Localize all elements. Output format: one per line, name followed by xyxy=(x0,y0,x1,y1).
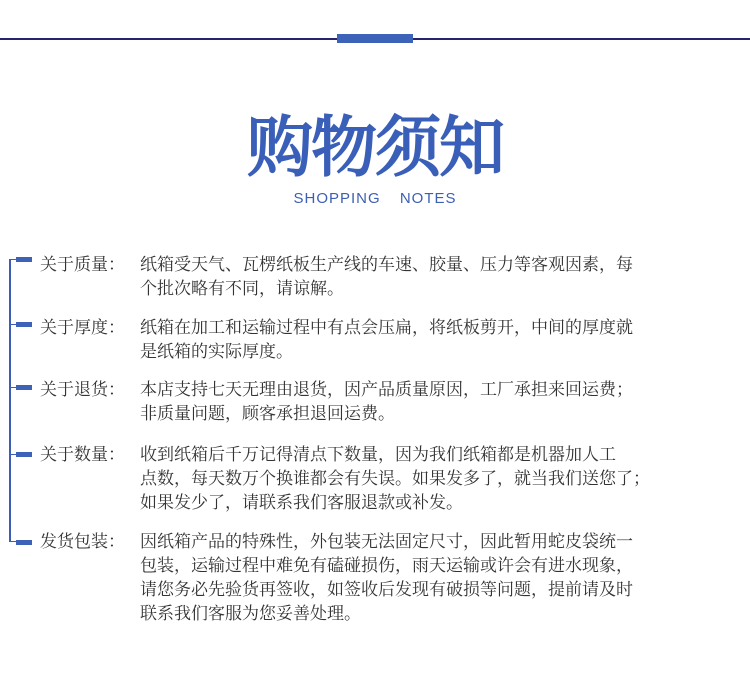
bullet-marker-icon xyxy=(16,257,32,262)
page-subtitle: SHOPPING NOTES xyxy=(293,190,457,207)
bullet-marker-icon xyxy=(16,452,32,457)
page-title: 购物须知 xyxy=(247,109,503,186)
timeline-bracket-line xyxy=(9,259,11,542)
notice-label: 关于退货： xyxy=(40,380,125,400)
notice-body xyxy=(140,530,740,626)
top-divider-tab xyxy=(337,34,413,43)
notice-line: 点数，每天数万个换谁都会有失误。如果发多了，就当我们送您了； xyxy=(140,469,650,489)
notice-line: 非质量问题，顾客承担退回运费。 xyxy=(140,404,395,424)
bullet-marker-icon xyxy=(16,540,32,545)
notice-label: 关于厚度： xyxy=(40,318,125,338)
notice-body xyxy=(140,443,740,515)
notice-body xyxy=(140,316,740,364)
notice-line: 纸箱受天气、瓦楞纸板生产线的车速、胶量、压力等客观因素，每 xyxy=(140,255,633,275)
notice-line: 个批次略有不同，请谅解。 xyxy=(140,279,344,299)
notice-line: 纸箱在加工和运输过程中有点会压扁，将纸板剪开，中间的厚度就 xyxy=(140,318,633,338)
notice-line: 联系我们客服为您妥善处理。 xyxy=(140,604,361,624)
notice-line: 包装，运输过程中难免有磕碰损伤，雨天运输或许会有进水现象， xyxy=(140,556,633,576)
notice-line: 收到纸箱后千万记得清点下数量，因为我们纸箱都是机器加人工 xyxy=(140,445,616,465)
bullet-marker-icon xyxy=(16,385,32,390)
notice-body xyxy=(140,378,740,426)
notice-line: 请您务必先验货再签收，如签收后发现有破损等问题，提前请及时 xyxy=(140,580,633,600)
notice-line: 如果发少了，请联系我们客服退款或补发。 xyxy=(140,493,463,513)
bullet-marker-icon xyxy=(16,322,32,327)
notice-label: 关于数量： xyxy=(40,445,125,465)
notice-label: 关于质量： xyxy=(40,255,125,275)
notice-label: 发货包装： xyxy=(40,532,125,552)
notice-line: 本店支持七天无理由退货，因产品质量原因，工厂承担来回运费； xyxy=(140,380,633,400)
notice-line: 是纸箱的实际厚度。 xyxy=(140,342,293,362)
notice-body xyxy=(140,253,740,301)
notice-line: 因纸箱产品的特殊性，外包装无法固定尺寸，因此暂用蛇皮袋统一 xyxy=(140,532,633,552)
